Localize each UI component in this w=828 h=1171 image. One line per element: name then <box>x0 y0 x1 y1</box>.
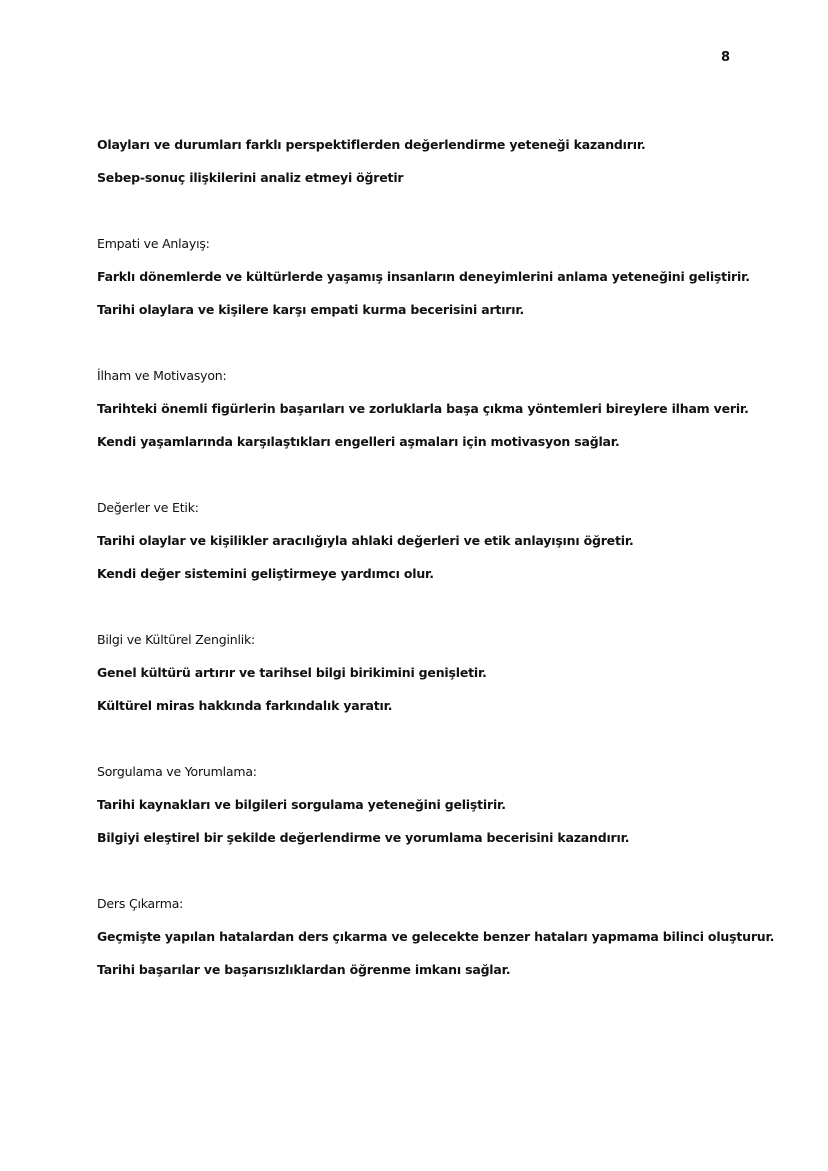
spacer <box>97 854 777 887</box>
section-line: Kendi değer sistemini geliştirmeye yardımcı olur. <box>97 566 434 581</box>
section-line: Tarihi başarılar ve başarısızlıklardan öğrenme imkanı sağlar. <box>97 962 511 977</box>
spacer <box>97 194 777 227</box>
section-line: Genel kültürü artırır ve tarihsel bilgi birikimini genişletir. <box>97 665 487 680</box>
section-heading: İlham ve Motivasyon: <box>97 368 227 383</box>
section-line: Tarihi olaylara ve kişilere karşı empati kurma becerisini artırır. <box>97 302 525 317</box>
document-body <box>97 128 777 986</box>
section-line: Geçmişte yapılan hatalardan ders çıkarma ve gelecekte benzer hataları yapmama bilinci oluşturur. <box>97 929 775 944</box>
spacer <box>97 590 777 623</box>
section-line: Bilgiyi eleştirel bir şekilde değerlendirme ve yorumlama becerisini kazandırır. <box>97 830 630 845</box>
intro-line: Olayları ve durumları farklı perspektiflerden değerlendirme yeteneği kazandırır. <box>97 137 646 152</box>
section-heading: Empati ve Anlayış: <box>97 236 210 251</box>
section-heading: Ders Çıkarma: <box>97 896 184 911</box>
section-heading: Bilgi ve Kültürel Zenginlik: <box>97 632 256 647</box>
section-heading: Sorgulama ve Yorumlama: <box>97 764 257 779</box>
spacer <box>97 458 777 491</box>
section-line: Kültürel miras hakkında farkındalık yaratır. <box>97 698 393 713</box>
section-line: Kendi yaşamlarında karşılaştıkları engelleri aşmaları için motivasyon sağlar. <box>97 434 620 449</box>
section-line: Farklı dönemlerde ve kültürlerde yaşamış insanların deneyimlerini anlama yeteneğini geliştirir. <box>97 269 750 284</box>
spacer <box>97 722 777 755</box>
section-heading: Değerler ve Etik: <box>97 500 199 515</box>
section-line: Tarihi kaynakları ve bilgileri sorgulama yeteneğini geliştirir. <box>97 797 506 812</box>
section-line: Tarihteki önemli figürlerin başarıları ve zorluklarla başa çıkma yöntemleri bireylere ilham verir. <box>97 401 749 416</box>
spacer <box>97 326 777 359</box>
section-line: Tarihi olaylar ve kişilikler aracılığıyla ahlaki değerleri ve etik anlayışını öğretir. <box>97 533 634 548</box>
page-number: 8 <box>721 50 731 65</box>
intro-line: Sebep-sonuç ilişkilerini analiz etmeyi öğretir <box>97 170 404 185</box>
